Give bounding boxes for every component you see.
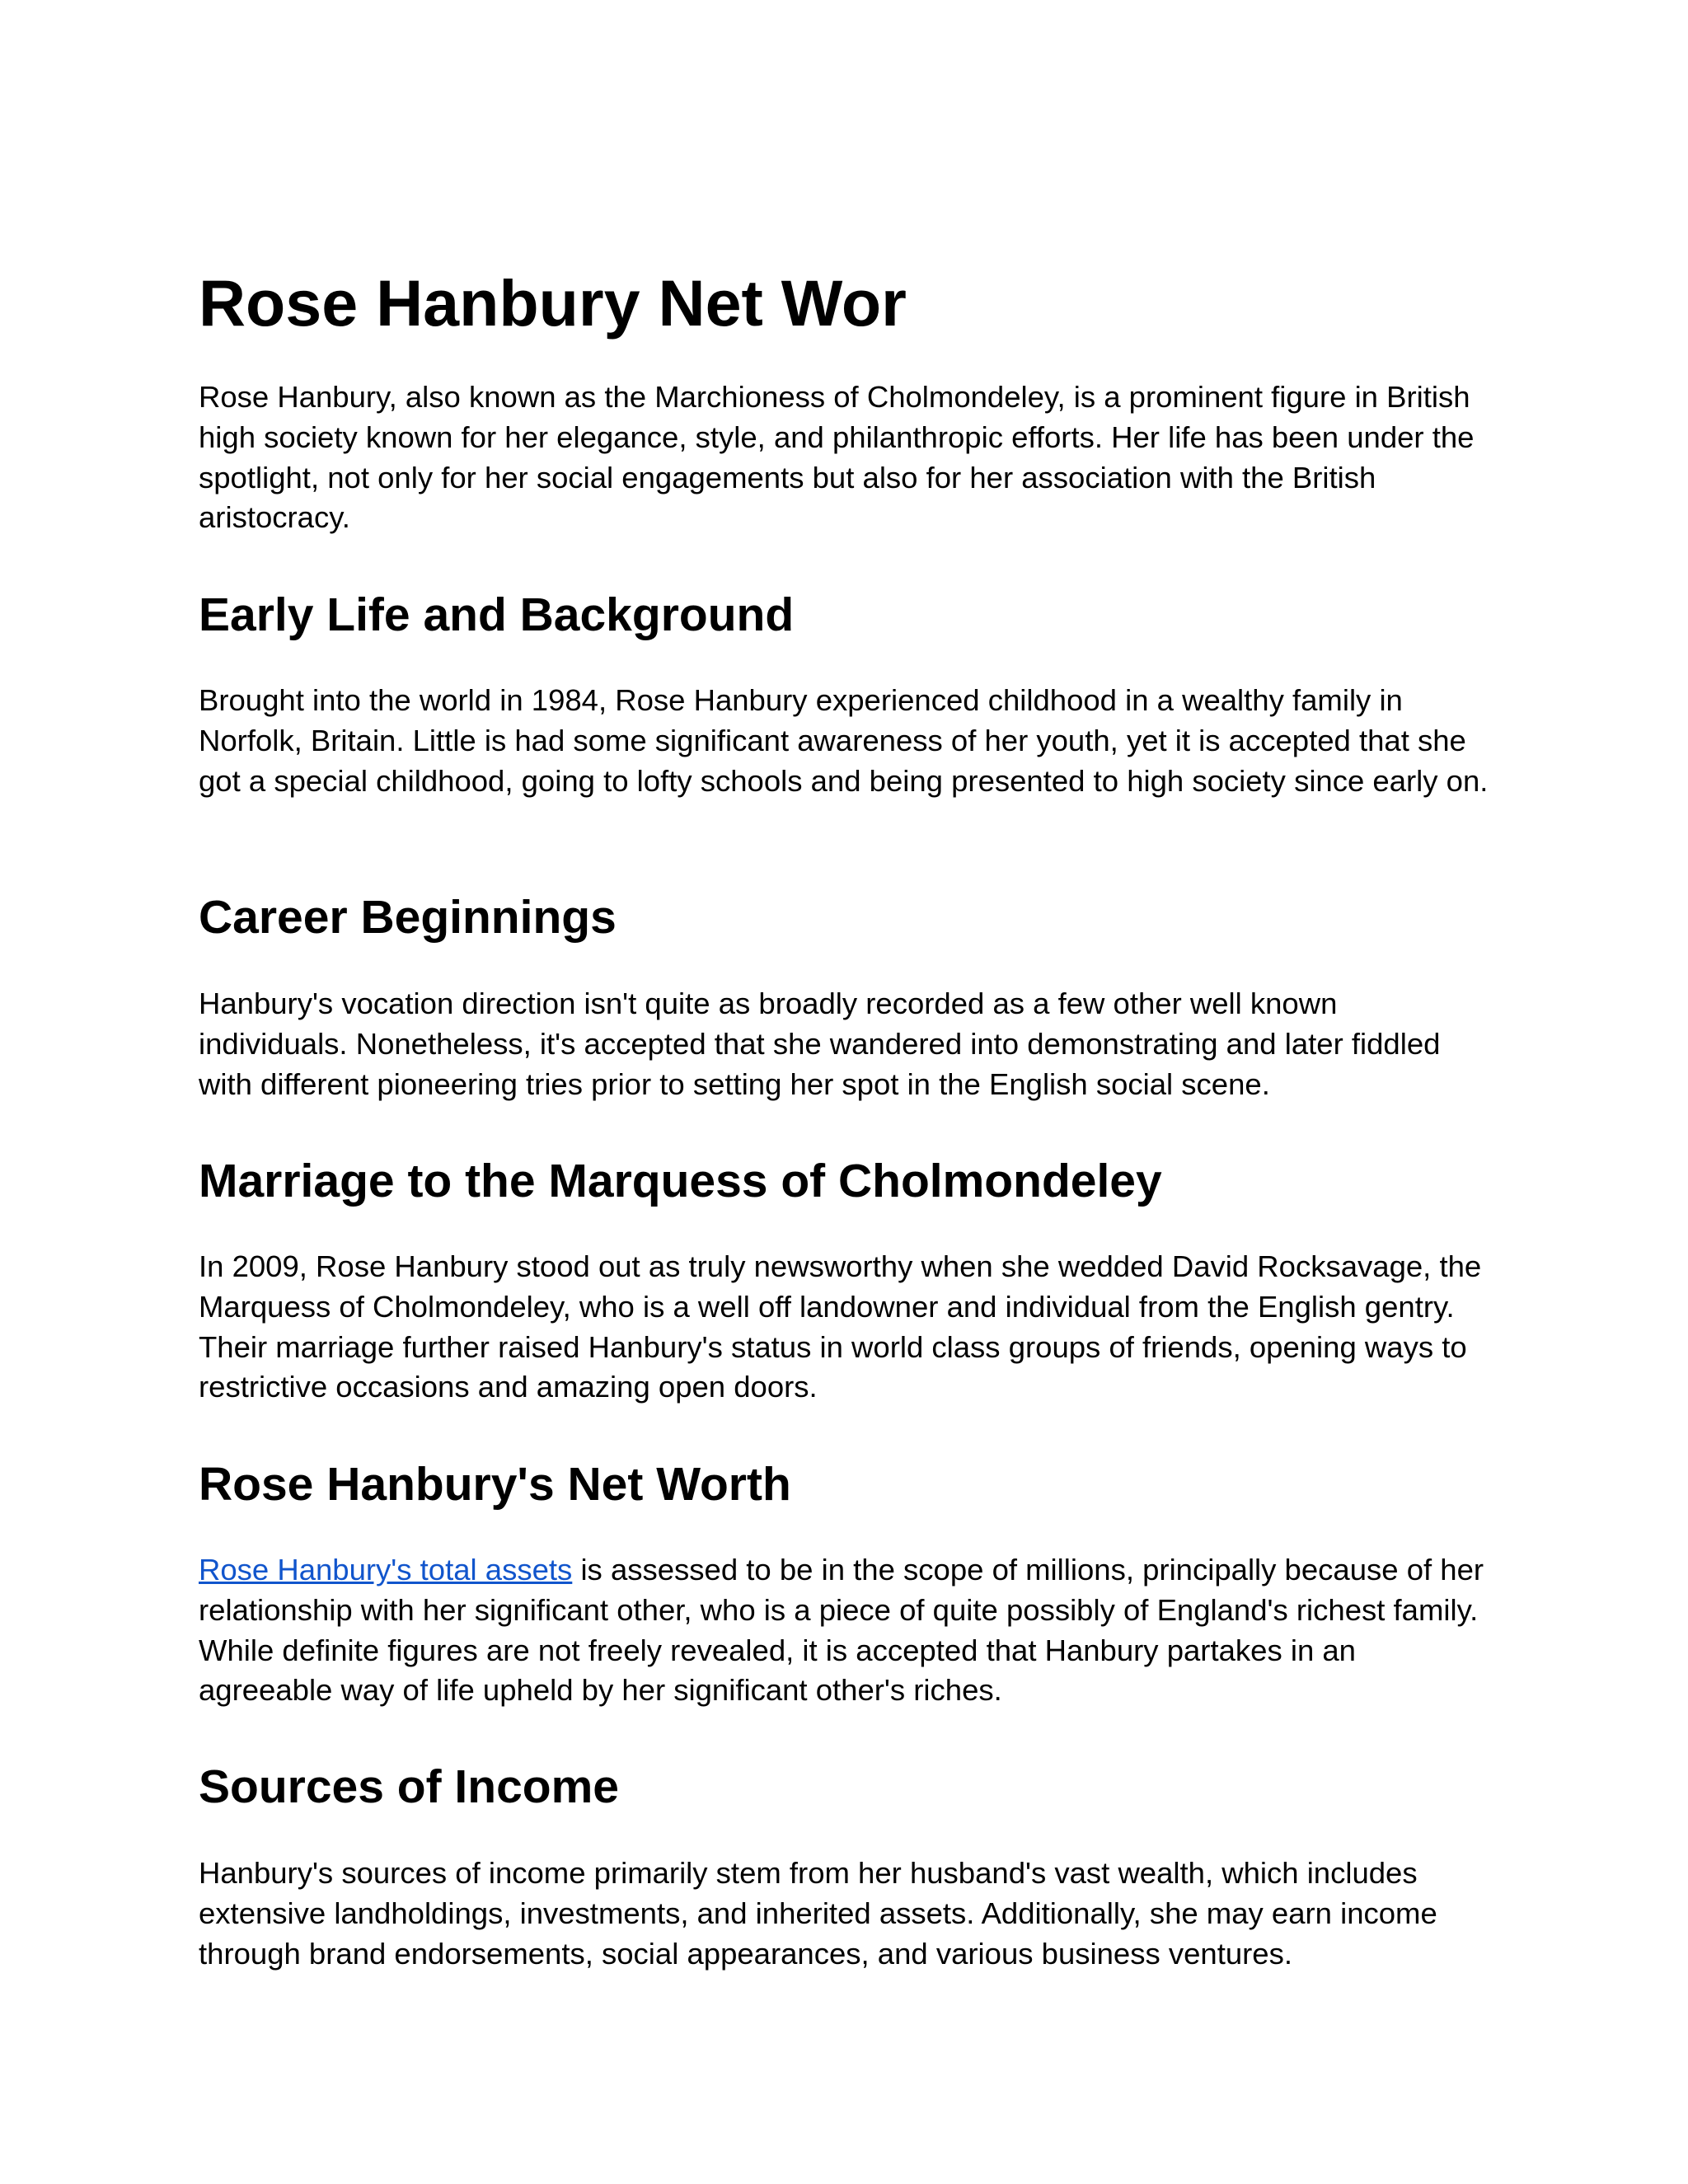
paragraph-marriage: In 2009, Rose Hanbury stood out as truly newsworthy when she wedded David Rocksavage, the Marquess of Cholmondeley, who is a well off landowner and individual from the English gentry. Their marriage further raised Hanbury's status in world class groups of friends, opening ways to restrictive occasions and amazing open doors. (199, 1249, 1482, 1404)
paragraph-career-beginnings: Hanbury's vocation direction isn't quite as broadly recorded as a few other well known individuals. Nonetheless, it's accepted that she wandered into demonstrating and later fiddled with different pioneering tries prior to setting her spot in the English social scene. (199, 987, 1441, 1101)
paragraph-early-life: Brought into the world in 1984, Rose Hanbury experienced childhood in a wealthy family in Norfolk, Britain. Little is had some significant awareness of her youth, yet it is accepted that she got a special childhood, going to lofty schools and being presented to high society since early on. (199, 683, 1489, 798)
heading-sources-of-income: Sources of Income (199, 1760, 619, 1813)
net-worth-link[interactable]: Rose Hanbury's total assets (199, 1553, 573, 1586)
paragraph-net-worth (199, 1550, 1493, 1711)
heading-career-beginnings: Career Beginnings (199, 891, 617, 944)
heading-net-worth: Rose Hanbury's Net Worth (199, 1458, 791, 1511)
net-worth-text: is assessed to be in the scope of millions, principally because of her relationship with her significant other, who is a piece of quite possibly of England's richest family. While definite figures are not freely revealed, it is accepted that Hanbury partakes in an agreeable way of life upheld by her significant other's riches. (199, 1553, 1484, 1708)
paragraph-sources-of-income: Hanbury's sources of income primarily stem from her husband's vast wealth, which includes extensive landholdings, investments, and inherited assets. Additionally, she may earn income through brand endorsements, social appearances, and various business ventures. (199, 1856, 1437, 1971)
intro-paragraph: Rose Hanbury, also known as the Marchioness of Cholmondeley, is a prominent figure in British high society known for her elegance, style, and philanthropic efforts. Her life has been under the spotlight, not only for her social engagements but also for her association with the British aristocracy. (199, 380, 1475, 535)
heading-early-life: Early Life and Background (199, 588, 795, 641)
page-title: Rose Hanbury Net Wor (199, 266, 907, 340)
heading-marriage: Marriage to the Marquess of Cholmondeley (199, 1155, 1162, 1207)
